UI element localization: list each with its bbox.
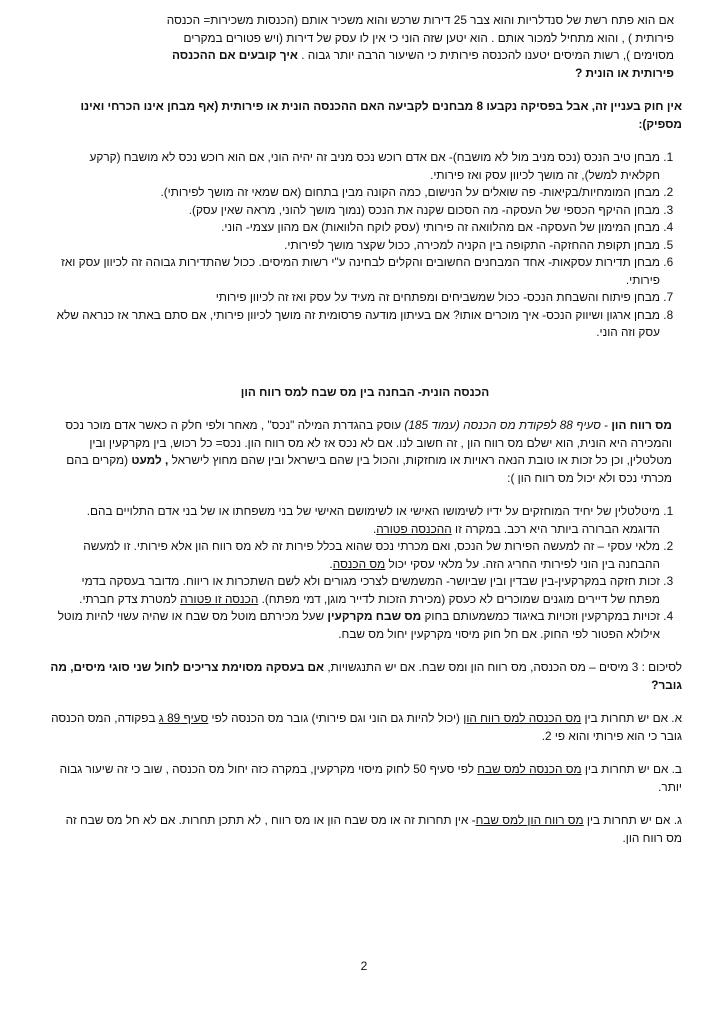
case-text-end: לפי סעיף 50 לחוק מיסוי מקרקעין, במקרה כזה יחול מס הכנסה , שוב כי זה שיעור גבוה יותר.: [59, 762, 682, 794]
dash: -: [600, 418, 612, 432]
section-reference: סעיף 88 לפקודת מס הכנסה (עמוד 185): [404, 418, 601, 432]
case-emphasis: מס הכנסה למס רווח הון: [463, 711, 582, 725]
criterion-item: 6. מבחן תדירות עסקאות- אחד המבחנים החשובים והקלים לבחינה ע"י רשות המיסים. ככול שהתדירות גבוהה זה לכיוון עסק ואז פירותי.: [48, 254, 660, 289]
intro-question-end: פירותית או הונית ?: [575, 65, 674, 80]
case-emphasis: מס רווח הון למס שבח: [475, 813, 584, 827]
criterion-item: 3. מבחן ההיקף הכספי של העסקה- מה הסכום שקנה את הנכס (נמוך מושך להוני, מראה שאין עסק).: [48, 202, 660, 220]
criterion-item: 5. מבחן תקופת ההחזקה- התקופה בין הקניה למכירה, ככול שקצר מושך לפירותי.: [48, 237, 660, 255]
capital-gains-text: עוסק בהגדרת המילה "נכס" , מאחר ולפי חלק ה כאשר אדם מוכר נכס והמכירה היא הונית, הוא ישלם מס רווח הון , זה חשוב לנו. אם לא נכס אז לא מס רווח הון. נכס= כל רכוש, בין מקרקעין ובין מטלטלין, וכן כל זכות או טובת הנאה ראויות או מוחזקות, והכול בין שהם בישראל ובין שהם מחוץ לישראל: [65, 418, 672, 467]
exception-text-end: למטרת צדק חברתי.: [79, 591, 181, 606]
case-text-end: - אין תחרות זה או מס שבח הון או מס רווח , לא תתכן תחרות. אם לא חל מס שבח זה מס רווח הון.: [65, 813, 682, 845]
intro-line: פירותית ) , והוא מתחיל למכור אותם . הוא יטען שזה הוני כי אין לו עסק של דירות (ויש פטורים במקרים: [183, 30, 674, 45]
criterion-item: 7. מבחן פיתוח והשבחת הנכס- ככול שמשביחים ומפתחים זה מעיד על עסק ואז זה לכיוון פירותי: [48, 289, 660, 307]
intro-line: [48, 47, 674, 65]
criterion-item: 2. מבחן המומחיות/בקיאות- פה שואלים על הנישום, כמה הקונה מבין בתחום (אם שמאי זה מושך לפירותי).: [48, 184, 660, 202]
page-number: 2: [360, 959, 368, 973]
intro-line: אם הוא פתח רשת של סנדלריות והוא צבר 25 דירות שרכש והוא משכיר אותם (הכנסות משכירות= הכנסה: [166, 13, 674, 27]
case-section-ref: סעיף 89 ג: [158, 711, 209, 725]
intro-paragraph: [48, 12, 682, 82]
intro-text: מסוימים ), רשות המיסים יטענו להכנסה פירותית כי השיעור הרבה יותר גבוה .: [297, 48, 674, 62]
exception-text-end: .: [372, 521, 377, 536]
section-title: הכנסה הונית- הבחנה בין מס שבח למס רווח הון: [240, 384, 490, 399]
case-text-end: בפקודה, המס הכנסה גובר כי הוא פירותי והוא פי 2.: [51, 711, 682, 743]
case-paragraph-b: [48, 761, 682, 796]
exception-item: [48, 503, 660, 538]
except-word: , למעט: [131, 453, 169, 467]
exception-text: מלאי עסקי – זה למעשה הפירות של הנכס, ואם מכרתי נכס שהוא בכלל פירות זה לא מס רווח הון אלא פירותי. זו למעשה ההבחנה בין הוני לפירותי החריג הזה. על מלאי עסקי יכול: [83, 539, 660, 571]
exception-text: זכויות במקרקעין וזכויות באיגוד כמשמעותם בחוק: [421, 609, 660, 623]
exception-text-end: שעל מכירתם מוטל מס שבח או שהיה עשוי להיות מוטל אילולא הפטור לפי החוק. אם חל חוק מיסוי מקרקעין יחול מס שבח.: [57, 609, 660, 641]
exception-text: זכות חזקה במקרקעין-בין שבדין ובין שביושר- המשמשים לצרכי מגורים ולא לשם השתכרות או ריווח. מדובר בעסקה בדמי מפתח של דיירים מוגנים שמוכרים לא כעסק (מכירת הזכות לדייר מוגן, דמי מפתח).: [81, 574, 660, 606]
exception-item: [48, 608, 660, 643]
criterion-item: 4. מבחן המימון של העסקה- אם מהלוואה זה פירותי (עסק לוקח הלוואות) אם מהון עצמי- הוני.: [48, 219, 660, 237]
case-paragraph-c: [48, 812, 682, 847]
exception-emphasis: מס הכנסה: [332, 556, 386, 571]
case-emphasis: מס הכנסה למס שבח: [477, 762, 582, 776]
exception-item: [48, 538, 660, 573]
exception-item: [48, 573, 660, 608]
summary-paragraph: [48, 659, 682, 694]
summary-text: לסיכום : 3 מיסים – מס הכנסה, מס רווח הון ומס שבח. אם יש התנגשויות,: [324, 660, 682, 674]
exception-text-end: .: [329, 556, 333, 571]
case-text: (יכול להיות גם הוני וגם פירותי) גובר מס הכנסה לפי: [208, 711, 464, 725]
capital-gains-paragraph: [48, 417, 682, 487]
criteria-list: [48, 149, 682, 342]
exception-text: מיטלטלין של יחיד המוחזקים על ידיו לשימושו האישי או לשימושם האישי של בני משפחתו או של בני אדם התלויים בהם. הדוגמא הברורה ביותר היא רכב. במקרה זו: [86, 504, 660, 536]
exception-emphasis: ההכנסה פטורה: [376, 521, 452, 536]
case-text: א. אם יש תחרות בין: [581, 711, 682, 725]
case-paragraph-a: [48, 710, 682, 745]
exception-emphasis: הכנסה זו פטורה: [180, 591, 259, 606]
criterion-item: 8. מבחן ארגון ושיווק הנכס- איך מוכרים אותו? אם בעיתון מודעה פרסומית זה מושך לכיוון פירותי, אם סתם באתר אז כנראה שלא עסק וזה הוני.: [48, 307, 660, 342]
criteria-heading: אין חוק בעניין זה, אבל בפסיקה נקבעו 8 מבחנים לקביעה האם ההכנסה הונית או פירותית (אף מבחן אינו הכרחי ואינו מספיק):: [80, 99, 682, 131]
case-text: ג. אם יש תחרות בין: [583, 813, 682, 827]
exceptions-list: [48, 503, 682, 643]
summary-question: אם בעסקה מסוימת צריכים לחול שני סוגי מיסים, מה גובר?: [50, 660, 682, 692]
exception-emphasis: מס שבח מקרקעין: [327, 609, 422, 623]
capital-gains-text-end: (מקרים בהם מכרתי נכס ולא יכול מס רווח הון ):: [66, 453, 672, 485]
criterion-item: 1. מבחן טיב הנכס (נכס מניב מול לא מושבח)- אם אדם רוכש נכס מניב זה יהיה הוני, אם הוא רוכש נכס לא מושבח (קרקע חקלאית למשל), זה מושך לכיוון עסק ואז פירותי.: [48, 149, 660, 184]
capital-gains-term: מס רווח הון: [611, 418, 672, 432]
intro-question: איך קובעים אם ההכנסה: [172, 48, 298, 62]
case-text: ב. אם יש תחרות בין: [581, 762, 682, 776]
